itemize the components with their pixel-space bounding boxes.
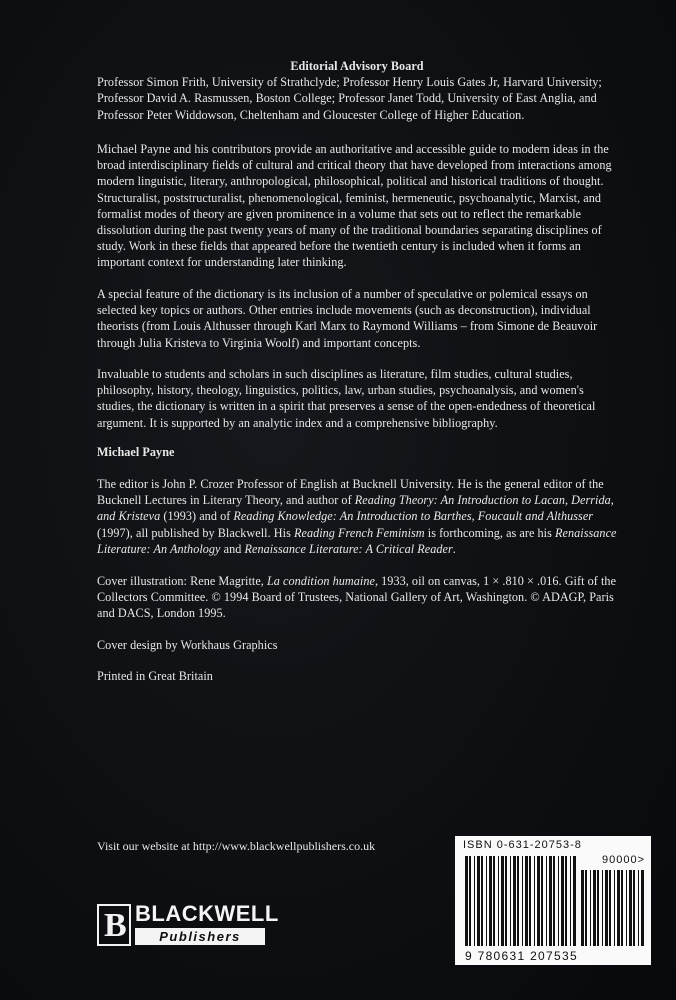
advisory-board (97, 58, 617, 123)
blurb-paragraph-2 (97, 286, 617, 351)
blackwell-b-icon: B (97, 904, 131, 946)
barcode-icon (455, 836, 651, 965)
advisory-heading: Editorial Advisory Board (290, 59, 424, 73)
cover-credits (97, 573, 617, 622)
editor-section (97, 444, 617, 460)
blurb-text: A special feature of the dictionary is its inclusion of a number of speculative or polemical essays on selected key topics or authors. Other entries include movements (such as deconstruction), individual theorists (from Louis Althusser through Karl Marx to Raymond Williams – from Simone de Beauvoir through Julia Kristeva to Virginia Woolf) and important concepts. (97, 287, 598, 350)
blurb-text: Michael Payne and his contributors provide an authoritative and accessible guide to modern ideas in the broad interdisciplinary fields of cultural and critical theory that have developed from interactions among modern linguistic, literary, anthropological, philosophical, political and historical traditions of thought. Structuralist, poststructuralist, phenomenological, feminist, hermeneutic, psychoanalytic, Marxist, and formalist modes of theory are given prominence in a volume that sets out to reflect the remarkable dissolution during the past twenty years of many of the traditional boundaries separating disciplines of study. Work in these fields that appeared before the twentieth century is included when it forms an important context for understanding later thinking. (97, 142, 612, 270)
ean-number: 9 780631 207535 (465, 949, 578, 963)
publisher-sub: Publishers (135, 928, 265, 945)
publisher-logo (97, 902, 287, 952)
publisher-name: BLACKWELL (135, 901, 279, 926)
price-code: 90000> (601, 854, 645, 866)
editor-bio (97, 476, 617, 557)
blurb-paragraph-3 (97, 366, 617, 431)
printed-text: Printed in Great Britain (97, 669, 213, 683)
book-title: Reading Knowledge: An Introduction to Barthes, Foucault and Althusser (233, 509, 594, 524)
cover-illustration-credit: Cover illustration: Rene Magritte, La condition humaine, 1933, oil on canvas, 1 × .810 × .016. Gift of the Collectors Committee. © 1994 Board of Trustees, National Gallery of Art, Washington. © ADAGP, Paris and DACS, London 1995. (97, 574, 617, 621)
book-title: Renaissance Literature: An Anthology (97, 525, 617, 556)
design-credit-text: Cover design by Workhaus Graphics (97, 638, 278, 652)
artwork-title: La condition humaine (266, 574, 375, 588)
printed-note (97, 668, 617, 684)
blurb-paragraph-1 (97, 141, 617, 271)
editor-heading: Michael Payne (97, 445, 175, 459)
book-title: Renaissance Literature: A Critical Reader (244, 541, 453, 556)
barcode-panel (455, 836, 651, 965)
book-title: Reading Theory: An Introduction to Lacan, Derrida, and Kristeva (97, 493, 614, 524)
website-line[interactable]: Visit our website at http://www.blackwellpublishers.co.uk (97, 839, 376, 853)
design-credit (97, 637, 617, 653)
advisory-members: Professor Simon Frith, University of Strathclyde; Professor Henry Louis Gates Jr, Harvard University; Professor David A. Rasmussen, Boston College; Professor Janet Todd, University of East Anglia, and Professor Peter Widdowson, Cheltenham and Gloucester College of Higher Education. (97, 75, 602, 122)
book-title: Reading French Feminism (293, 525, 425, 540)
blurb-text: Invaluable to students and scholars in such disciplines as literature, film studies, cultural studies, philosophy, history, theology, linguistics, politics, law, urban studies, psychoanalysis, and women's studies, the dictionary is written in a spirit that preserves a sense of the open-endedness of theoretical argument. It is supported by an analytic index and a comprehensive bibliography. (97, 367, 596, 430)
editor-bio-text: The editor is John P. Crozer Professor of English at Bucknell University. He is the general editor of the Bucknell Lectures in Literary Theory, and author of Reading Theory: An Introduction to Lacan, Derrida, and Kristeva (1993) and of Reading Knowledge: An Introduction to Barthes, Foucault and Althusser (1997), all published by Blackwell. His Reading French Feminism is forthcoming, as are his Renaissance Literature: An Anthology and Renaissance Literature: A Critical Reader. (97, 477, 617, 556)
isbn-text: ISBN 0-631-20753-8 (463, 839, 582, 851)
